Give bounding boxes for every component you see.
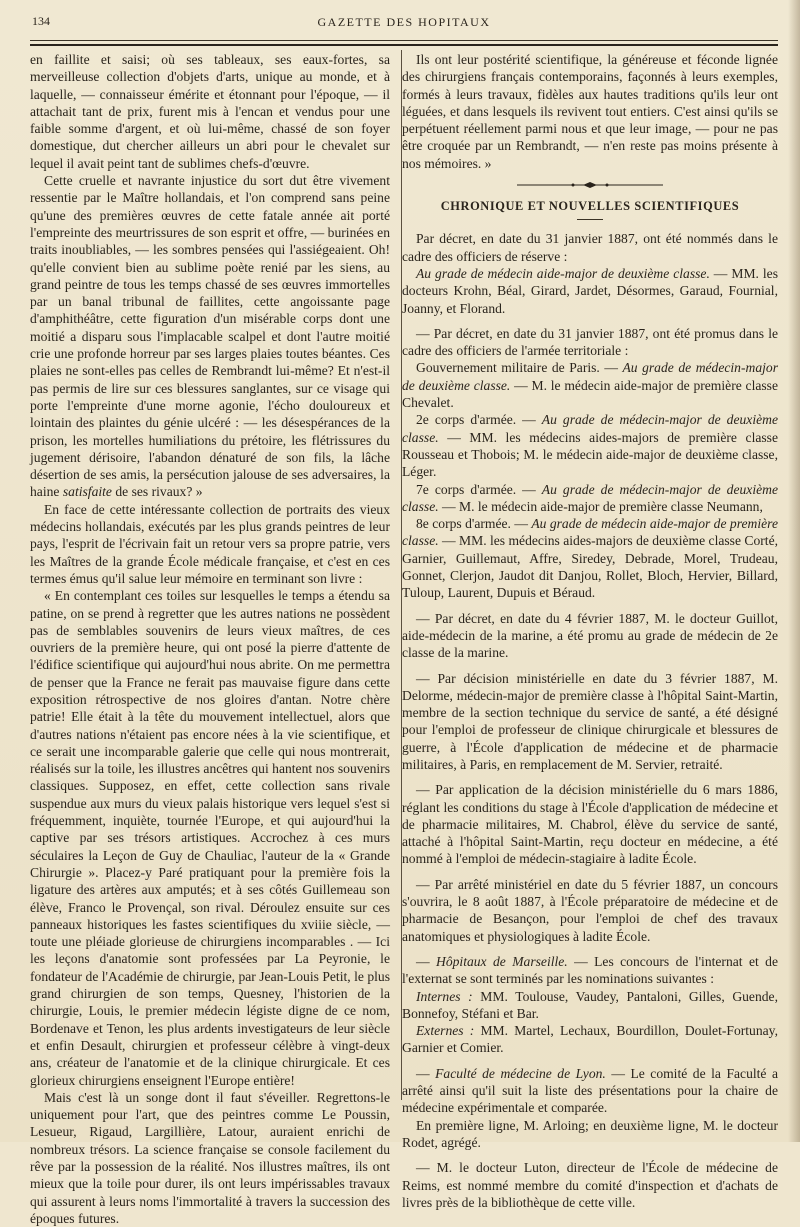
section-heading: CHRONIQUE ET NOUVELLES SCIENTIFIQUES: [440, 199, 740, 214]
news-item: — Par décision ministérielle en date du 3 février 1887, M. Delorme, médecin-major de première classe à l'hôpital Saint-Martin, membre de la section technique du service de santé, a été désigné pour l'emploi de professeur de clinique chirurgicale et blessures de guerre, à l'École d'application de médecine et de pharmacie militaires, à Paris, en remplacement de M. Servier, retraité.: [402, 670, 778, 772]
ornament-divider: [515, 181, 665, 189]
heading-rule: [577, 219, 603, 220]
header-rule-top: [30, 40, 778, 41]
article-quote: « En contemplant ces toiles sur lesquelles le temps a étendu sa patine, on se prend à regretter que les autres nations ne possèdent pas de semblables souvenirs de leurs vieux maîtres, de ces ouvriers de la première heure, qui ont posé la pierre d'attente de l'édifice scientifique qui aujourd'hui nous abrite. On me permettra de penser que la France ne ferait pas mauvaise figure dans cette exposition rétrospective de nos gloires d'antan. Notre chère patrie! Elle était à la tête du mouvement intellectuel, alors que d'autres nations n'étaient pas encore nées à la vie scientifique, et ce serait une incomparable galerie que celle qui nous montrerait, réalisés sur la toile, les illustres ancêtres qui hantent nos souvenirs classiques. Supposez, en effet, cette collection sans rivale suspendue aux murs du vieux palais historique vers lequel s'est si fréquemment, inquiète, tournée l'Europe, et qui aujourd'hui la captive par ses trésors artistiques. Accrochez à ces murs séculaires la Leçon de Guy de Chauliac, l'auteur de la « Grande Chirurgie ». Placez-y Paré pratiquant pour la première fois la ligature des artères aux amputés; et à ses côtés Guillemeau son élève, Franco le Provençal, son rival. Déroulez ensuite sur ces panneaux historiques les fastes scientifiques du xviiie siècle, — toute une pléiade glorieuse de chirurgiens incomparables . — Ici les leçons d'anatomie sont professées par La Peyronie, le fondateur de l'Académie de chirurgie, par Jean-Louis Petit, le plus grand chirurgien de son temps, Quesney, l'historien de la chirurgie, Louis, le premier médecin légiste digne de ce nom, Bordenave et Tenon, les plus ardents investigateurs de leur siècle et enfin Desault, chirurgien et professeur célèbre à vingt-deux ans, créateur de l'anatomie et de la clinique chirurgicale. Et ces glorieux chirurgiens enseignent l'Europe entière!: [30, 588, 390, 1088]
news-item: 7e corps d'armée. — Au grade de médecin-major de deuxième classe. — M. le médecin aide-major de première classe Neumann,: [402, 481, 778, 514]
news-item: En première ligne, M. Arloing; en deuxième ligne, M. le docteur Rodet, agrégé.: [402, 1117, 778, 1150]
header-rule-bottom: [30, 44, 778, 46]
article-paragraph: Mais c'est là un songe dont il faut s'éveiller. Regrettons-le uniquement pour l'art, que des peintres comme Le Poussin, Lesueur, Rigaud, Largillière, Latour, auraient enrichi de nombreux trésors. La science française se console facilement du rêve par la possession de la réalité. Nos illustres maîtres, ils ont mieux que la toile pour durer, ils ont leurs impérissables travaux qui assurent à leurs noms l'immortalité à travers la succession des époques futures.: [30, 1089, 390, 1226]
right-column: [402, 51, 778, 1211]
news-item: — Faculté de médecine de Lyon. — Le comité de la Faculté a arrêté ainsi qu'il suit la liste des présentations pour la chaire de médecine expérimentale et comparée.: [402, 1065, 778, 1116]
news-item: Gouvernement militaire de Paris. — Au grade de médecin-major de deuxième classe. — M. le médecin aide-major de première classe Chevalet.: [402, 360, 778, 411]
news-item: Au grade de médecin aide-major de deuxième classe. — MM. les docteurs Krohn, Béal, Girard, Jardet, Désormes, Garaud, Fournial, Joanny, et Florand.: [402, 265, 778, 316]
journal-title: GAZETTE DES HOPITAUX: [317, 15, 491, 29]
news-item: Externes : MM. Martel, Lechaux, Bourdillon, Doulet-Fortunay, Garnier et Comier.: [402, 1023, 778, 1056]
news-item: 8e corps d'armée. — Au grade de médecin aide-major de première classe. — MM. les médecins aides-majors de deuxième classe Corté, Garnier, Guillemaut, Affre, Siredey, Debrade, Morel, Trudeau, Gonnet, Clerjon, Jaudot dit Danjou, Rollet, Bloch, Hervier, Billard, Tuloup, Laurent, Dupuis et Béraud.: [402, 516, 778, 601]
news-item: — M. le docteur Luton, directeur de l'École de médecine de Reims, est nommé membre du comité d'inspection et d'achats de livres près de la bibliothèque de cette ville.: [402, 1160, 778, 1210]
news-item: Internes : MM. Toulouse, Vaudey, Pantaloni, Gilles, Guende, Bonnefoy, Stéfani et Bar.: [402, 988, 778, 1021]
page-number: 134: [32, 14, 50, 28]
news-item: — Par arrêté ministériel en date du 5 février 1887, un concours s'ouvrira, le 8 août 1887, à l'École préparatoire de médecine et de pharmacie de Besançon, pour l'emploi de chef des travaux anatomiques et physiologiques à ladite École.: [402, 876, 778, 944]
article-paragraph: En face de cette intéressante collection de portraits des vieux médecins hollandais, exécutés par les plus grands peintres de leur pays, l'esprit de l'écrivain fait un retour vers sa propre patrie, vers les Maîtres de la grande École médicale française, et c'est en ces termes émus qu'il salue leur mémoire en terminant son livre :: [30, 501, 390, 586]
article-paragraph: Cette cruelle et navrante injustice du sort dut être vivement ressentie par le Maître hollandais, et l'on comprend sans peine qu'une des premières œuvres de cette fatale année ait porté l'empreinte des meurtrissures de son esprit et offre, — burinées en traits inoubliables, — les sombres pensées qui l'assiégeaient. Oh! qu'elle convient bien au sublime poète renié par les siens, au grand peintre de tous les temps chassé de ses œuvres immortelles par un banal tribunal de faillites, cette angoissante page d'amphithéâtre, cette figuration d'un misérable corps dont une moitié a disparu sous l'implacable scalpel et dont l'autre moitié crie une profonde horreur par ses larges plaies toutes béantes. Ces plaies ne sont-elles pas celles de Rembrandt lui-même? Et n'est-il pas permis de lire sur ces blessures sanglantes, sur ce visage qui porte l'empreinte d'une morne agonie, l'écho douloureux et lointain des plaintes du génie ulcéré : — les désespérances de la prison, les mortelles humiliations du prétoire, les flétrissures du jugement dérisoire, l'abandon dénaturé de son fils, la lâche désertion de ses amis, la persécution jalouse de ses adversaires, la haine satisfaite de ses rivaux? »: [30, 173, 390, 500]
news-item: — Par décret, en date du 4 février 1887, M. le docteur Guillot, aide-médecin de la marine, a été promu au grade de médecin de 2e classe de la marine.: [402, 610, 778, 661]
news-item: — Hôpitaux de Marseille. — Les concours de l'internat et de l'externat se sont terminés par les nominations suivantes :: [402, 953, 778, 987]
news-item: — Par application de la décision ministérielle du 6 mars 1886, réglant les conditions du stage à l'École d'application de médecine et de pharmacie militaires, M. Chabrol, élève du service de santé, attaché à l'hôpital Saint-Martin, reçu docteur en médecine, a été nommé à l'emploi de médecin-stagiaire à ladite École.: [402, 782, 778, 867]
page-header: [30, 12, 778, 34]
article-paragraph: en faillite et saisi; où ses tableaux, ses eaux-fortes, sa merveilleuse collection d'objets d'arts, unique au monde, et à laquelle, — connaisseur émérite et étonnant pour l'époque, — il attachait tant de prix, furent mis à l'encan et vendus pour une faible somme d'argent, et où lui-même, chassé de son foyer domestique, dut chercher ailleurs un abri pour le chevalet sur lequel il avait peint tant de sublimes chefs-d'œuvre.: [30, 52, 390, 171]
left-column: [30, 51, 390, 1227]
news-item: — Par décret, en date du 31 janvier 1887, ont été promus dans le cadre des officiers de l'armée territoriale :: [402, 325, 778, 359]
article-paragraph: Ils ont leur postérité scientifique, la généreuse et féconde lignée des chirurgiens français contemporains, façonnés à leurs exemples, formés à leurs travaux, fidèles aux hautes traditions qu'ils leur ont léguées, et dans lesquels ils revivent tout entiers. C'est ainsi qu'ils se perpétuent réellement parmi nous et que leur image, — pour ne pas être croquée par un Rembrandt, — n'en reste pas moins présente à nos mémoires. »: [402, 52, 778, 171]
news-item: 2e corps d'armée. — Au grade de médecin-major de deuxième classe. — MM. les médecins aides-majors de première classe Rousseau et Thobois; M. le médecin aide-major de deuxième classe, Léger.: [402, 412, 778, 480]
news-item: Par décret, en date du 31 janvier 1887, ont été nommés dans le cadre des officiers de réserve :: [402, 231, 778, 264]
page-edge-shadow: [788, 0, 800, 1142]
